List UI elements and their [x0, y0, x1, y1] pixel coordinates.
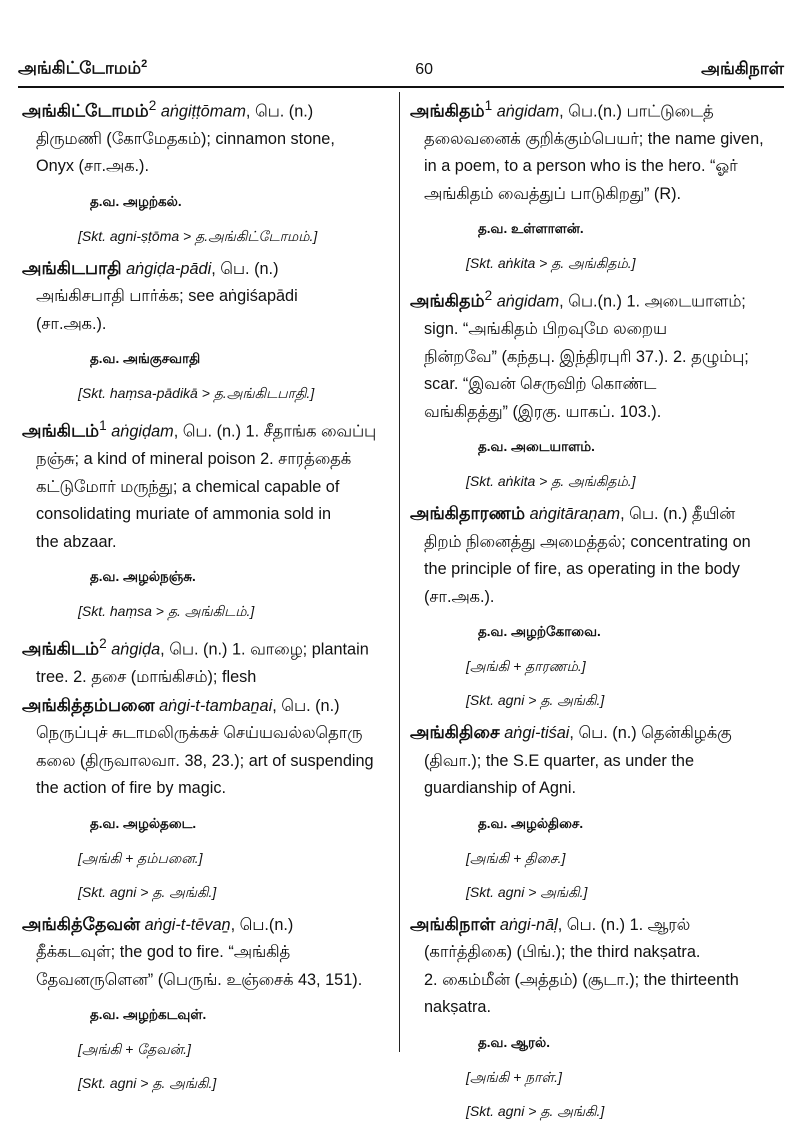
- entry-text-line: தலைவனைக் குறிக்கும்பெயர்; the name given,: [424, 129, 764, 148]
- entry-text: , பெ. (n.): [211, 259, 279, 278]
- entry-text: , பெ. (n.) 1. சீதாங்க வைப்பு: [173, 422, 377, 441]
- headword: அங்கிதாரணம்: [410, 503, 526, 524]
- transliteration: aṅgiṭṭōmam: [160, 102, 246, 121]
- entry-text-line: the action of fire by magic.: [36, 779, 227, 798]
- etymology-line: [Skt. haṃsa > த. அங்கிடம்.]: [78, 603, 255, 620]
- transliteration: aṅgidam: [496, 292, 560, 311]
- entry-text-line: அங்கிதம் வைத்துப் பாடுகிறது” (R).: [424, 184, 682, 203]
- entry-text-line: அங்கிசபாதி பார்க்க; see aṅgiśapādi: [36, 287, 298, 306]
- entry-text: , பெ. (n.) 1. வாழை; plantain: [160, 640, 369, 659]
- headword: அங்கிநாள்: [410, 913, 496, 934]
- entry-text-line: 2. கைம்மீன் (அத்தம்) (சூடா.); the thirteenth: [424, 970, 739, 989]
- entry-text-line: nakṣatra.: [424, 998, 491, 1017]
- dictionary-entry: [22, 630, 390, 691]
- running-header: [18, 58, 784, 81]
- column-divider: [399, 92, 400, 1052]
- entry-text: , பெ. (n.) தீயின்: [620, 505, 736, 524]
- entry-text-line: நெருப்புச் சுடாமலிருக்கச் செய்யவல்லதொரு: [36, 724, 363, 743]
- transliteration: aṅgitāraṇam: [529, 505, 621, 524]
- entry-text-line: Onyx (சா.அக.).: [36, 157, 149, 176]
- entry-text-line: the principle of fire, as operating in the body: [424, 560, 740, 579]
- headword-superscript: 1: [99, 418, 107, 434]
- dictionary-entry: [22, 692, 390, 803]
- etymology-line: [Skt. aṅkita > த. அங்கிதம்.]: [466, 473, 636, 490]
- entry-first-line: [22, 630, 390, 664]
- dictionary-entry: [410, 92, 782, 208]
- headword: அங்கித்தம்பனை: [22, 694, 155, 715]
- headword: அங்கிடபாதி: [22, 257, 122, 278]
- entry-text: , பெ. (n.) தென்கிழக்கு: [569, 724, 732, 743]
- etymology-line: [Skt. agni > த. அங்கி.]: [78, 1075, 217, 1092]
- entry-text-line: தீக்கடவுள்; the god to fire. “அங்கித்: [36, 943, 291, 962]
- headword: அங்கிடம்: [22, 420, 100, 441]
- entry-text-line: நஞ்சு; a kind of mineral poison 2. சாரத்தைக்: [36, 450, 352, 469]
- headword: அங்கிட்டோமம்: [22, 100, 149, 121]
- etymology-line: [அங்கி + நாள்.]: [466, 1068, 562, 1085]
- etymology-line: [Skt. agni > த. அங்கி.]: [466, 692, 605, 709]
- entry-text-line: sign. “அங்கிதம் பிறவுமே லறைய: [424, 320, 667, 339]
- entry-first-line: [22, 692, 390, 721]
- dictionary-entry: [22, 412, 390, 556]
- entry-text-line: (திவா.); the S.E quarter, as under the: [424, 751, 695, 770]
- entry-first-line: [410, 92, 782, 126]
- dictionary-entry: [410, 719, 782, 803]
- header-left-word: அங்கிட்டோமம்$^2$: [18, 58, 148, 78]
- entry-text-line: திறம் நினைத்து அமைத்தல்; concentrating on: [424, 532, 751, 551]
- left-column: [22, 92, 390, 1100]
- headword-superscript: 2: [148, 98, 157, 113]
- headword: அங்கித்தேவன்: [22, 913, 141, 934]
- transliteration: aṅgi-tiśai: [504, 724, 570, 743]
- headword-superscript: 2: [99, 636, 107, 652]
- tamil-equivalent-note: த.வ. அழல்நஞ்சு.: [90, 569, 196, 585]
- tamil-equivalent-note: த.வ. உள்ளாளன்.: [478, 221, 584, 237]
- tamil-equivalent-note: த.வ. அழல்திசை.: [478, 815, 584, 831]
- transliteration: aṅgi-t-tambaṉai: [159, 696, 273, 715]
- dictionary-entry: [22, 911, 390, 995]
- headword-superscript: 1: [484, 98, 493, 113]
- headword: அங்கிதம்: [410, 100, 485, 121]
- headword-superscript: 2: [484, 288, 493, 304]
- dictionary-entry: [22, 255, 390, 339]
- etymology-line: [அங்கி + தம்பனை.]: [78, 849, 203, 866]
- entry-first-line: [22, 412, 390, 446]
- entry-first-line: [410, 282, 782, 316]
- entry-text-line: tree. 2. தசை (மாங்கிசம்); flesh: [36, 668, 257, 687]
- transliteration: aṅgi-nāḷ: [499, 915, 558, 934]
- transliteration: aṅgiḍam: [111, 422, 174, 441]
- tamil-equivalent-note: த.வ. ஆரல்.: [478, 1034, 550, 1050]
- entry-text-line: guardianship of Agni.: [424, 779, 577, 798]
- etymology-line: [Skt. agni > த. அங்கி.]: [78, 883, 217, 900]
- entry-text: , பெ. (n.): [272, 696, 340, 715]
- entry-text-line: consolidating muriate of ammonia sold in: [36, 505, 332, 524]
- etymology-line: [அங்கி + தேவன்.]: [78, 1041, 191, 1058]
- entry-text-line: கட்டுமோர் மருந்து; a chemical capable of: [36, 477, 340, 496]
- entry-text: , பெ. (n.): [245, 102, 314, 121]
- tamil-equivalent-note: த.வ. அழற்கல்.: [90, 193, 182, 209]
- right-column: [410, 92, 782, 1128]
- entry-text: , பெ.(n.) 1. அடையாளம்;: [559, 292, 746, 311]
- dictionary-entry: [410, 500, 782, 611]
- tamil-equivalent-note: த.வ. அழற்கோவை.: [478, 624, 601, 640]
- etymology-line: [Skt. agni > அங்கி.]: [466, 883, 588, 900]
- dictionary-entry: [22, 92, 390, 181]
- entry-first-line: [410, 911, 782, 940]
- dictionary-entry: [410, 282, 782, 426]
- entry-text-line: the abzaar.: [36, 532, 117, 551]
- header-right-word: அங்கிநாள்: [701, 58, 784, 78]
- entry-text-line: தேவனருளென” (பெருங். உஞ்சைக் 43, 151).: [36, 970, 363, 989]
- entry-first-line: [410, 500, 782, 529]
- tamil-equivalent-note: த.வ. அழல்தடை.: [90, 815, 197, 831]
- headword: அங்கிதம்: [410, 290, 485, 311]
- transliteration: aṅgiḍa: [111, 640, 161, 659]
- entry-first-line: [22, 92, 390, 126]
- entry-text: , பெ. (n.) 1. ஆரல்: [557, 915, 691, 934]
- etymology-line: [Skt. aṅkita > த. அங்கிதம்.]: [466, 255, 636, 272]
- header-rule: [18, 86, 784, 88]
- etymology-line: [அங்கி + திசை.]: [466, 849, 566, 866]
- entry-text-line: நின்றவே” (கந்தபு. இந்திரபுரி 37.). 2. தழும்பு;: [424, 347, 749, 366]
- entry-text-line: (கார்த்திகை) (பிங்.); the third nakṣatra.: [424, 943, 701, 962]
- tamil-equivalent-note: த.வ. அழற்கடவுள்.: [90, 1007, 207, 1023]
- transliteration: aṅgidam: [496, 102, 560, 121]
- entry-text: , பெ.(n.): [230, 915, 294, 934]
- entry-text-line: வங்கிதத்து” (இரகு. யாகப். 103.).: [424, 402, 662, 421]
- tamil-equivalent-note: த.வ. அடையாளம்.: [478, 439, 595, 455]
- etymology-line: [Skt. haṃsa-pādikā > த.அங்கிடபாதி.]: [78, 385, 315, 402]
- entry-text-line: (சா.அக.).: [424, 587, 495, 606]
- etymology-line: [Skt. agni > த. அங்கி.]: [466, 1102, 605, 1119]
- tamil-equivalent-note: த.வ. அங்குசவாதி: [90, 351, 201, 367]
- headword: அங்கிதிசை: [410, 722, 500, 743]
- entry-text: , பெ.(n.) பாட்டுடைத்: [559, 102, 714, 121]
- entry-text-line: கலை (திருவாலவா. 38, 23.); art of suspending: [36, 751, 374, 770]
- transliteration: aṅgi-t-tēvaṉ: [144, 915, 231, 934]
- dictionary-entry: [410, 911, 782, 1022]
- etymology-line: [Skt. agni-ṣṭōma > த.அங்கிட்டோமம்.]: [78, 227, 318, 244]
- page-number: 60: [415, 60, 434, 78]
- transliteration: aṅgiḍa-pādi: [126, 259, 212, 278]
- entry-text-line: in a poem, to a person who is the hero. “ஓர்: [424, 157, 738, 176]
- etymology-line: [அங்கி + தாரணம்.]: [466, 658, 586, 675]
- headword: அங்கிடம்: [22, 638, 100, 659]
- entry-first-line: [22, 255, 390, 284]
- entry-text-line: scar. “இவன் செருவிற் கொண்ட: [424, 375, 657, 394]
- entry-first-line: [410, 719, 782, 748]
- entry-text-line: (சா.அக.).: [36, 314, 107, 333]
- entry-text-line: திருமணி (கோமேதகம்); cinnamon stone,: [36, 129, 335, 148]
- entry-first-line: [22, 911, 390, 940]
